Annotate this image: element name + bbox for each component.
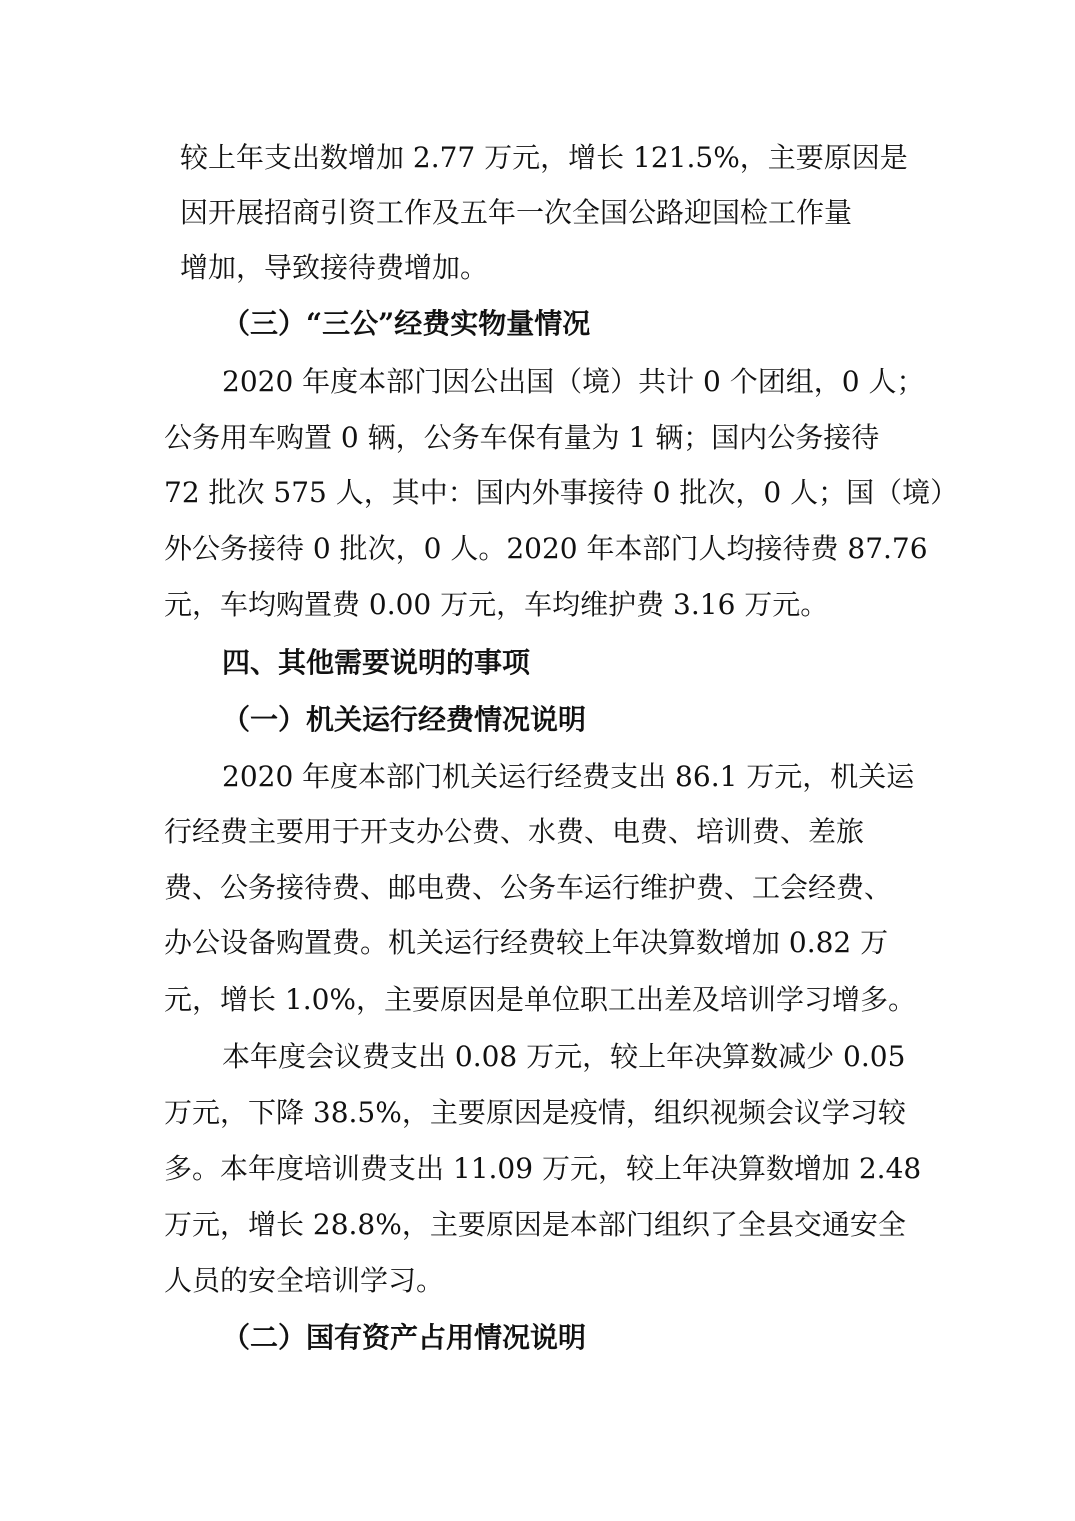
paragraph-line: 行经费主要用于开支办公费、水费、电费、培训费、差旅	[164, 815, 865, 848]
section-heading: （二）国有资产占用情况说明	[222, 1321, 587, 1354]
paragraph-line: 元，增长 1.0%，主要原因是单位职工出差及培训学习增多。	[164, 983, 917, 1016]
paragraph-line: 2020 年度本部门机关运行经费支出 86.1 万元，机关运	[222, 760, 915, 793]
paragraph-line: 2020 年度本部门因公出国（境）共计 0 个团组，0 人；	[222, 365, 925, 398]
paragraph-line: 增加，导致接待费增加。	[180, 251, 489, 284]
paragraph-line: 72 批次 575 人，其中：国内外事接待 0 批次，0 人；国（境）	[164, 476, 959, 509]
paragraph-line: 万元，增长 28.8%，主要原因是本部门组织了全县交通安全	[164, 1208, 906, 1241]
section-heading: 四、其他需要说明的事项	[222, 646, 531, 679]
paragraph-line: 人员的安全培训学习。	[164, 1264, 445, 1297]
paragraph-line: 办公设备购置费。机关运行经费较上年决算数增加 0.82 万	[164, 926, 889, 959]
paragraph-line: 本年度会议费支出 0.08 万元，较上年决算数减少 0.05	[222, 1040, 906, 1073]
section-heading: （一）机关运行经费情况说明	[222, 703, 587, 736]
section-heading: （三）“三公”经费实物量情况	[222, 307, 591, 340]
paragraph-line: 公务用车购置 0 辆，公务车保有量为 1 辆；国内公务接待	[164, 421, 880, 454]
paragraph-line: 因开展招商引资工作及五年一次全国公路迎国检工作量	[180, 196, 853, 229]
paragraph-line: 元，车均购置费 0.00 万元，车均维护费 3.16 万元。	[164, 588, 829, 621]
paragraph-line: 万元，下降 38.5%，主要原因是疫情，组织视频会议学习较	[164, 1096, 906, 1129]
paragraph-line: 较上年支出数增加 2.77 万元，增长 121.5%，主要原因是	[180, 141, 908, 174]
paragraph-line: 外公务接待 0 批次，0 人。2020 年本部门人均接待费 87.76	[164, 532, 928, 565]
paragraph-line: 多。本年度培训费支出 11.09 万元，较上年决算数增加 2.48	[164, 1152, 922, 1185]
paragraph-line: 费、公务接待费、邮电费、公务车运行维护费、工会经费、	[164, 871, 893, 904]
